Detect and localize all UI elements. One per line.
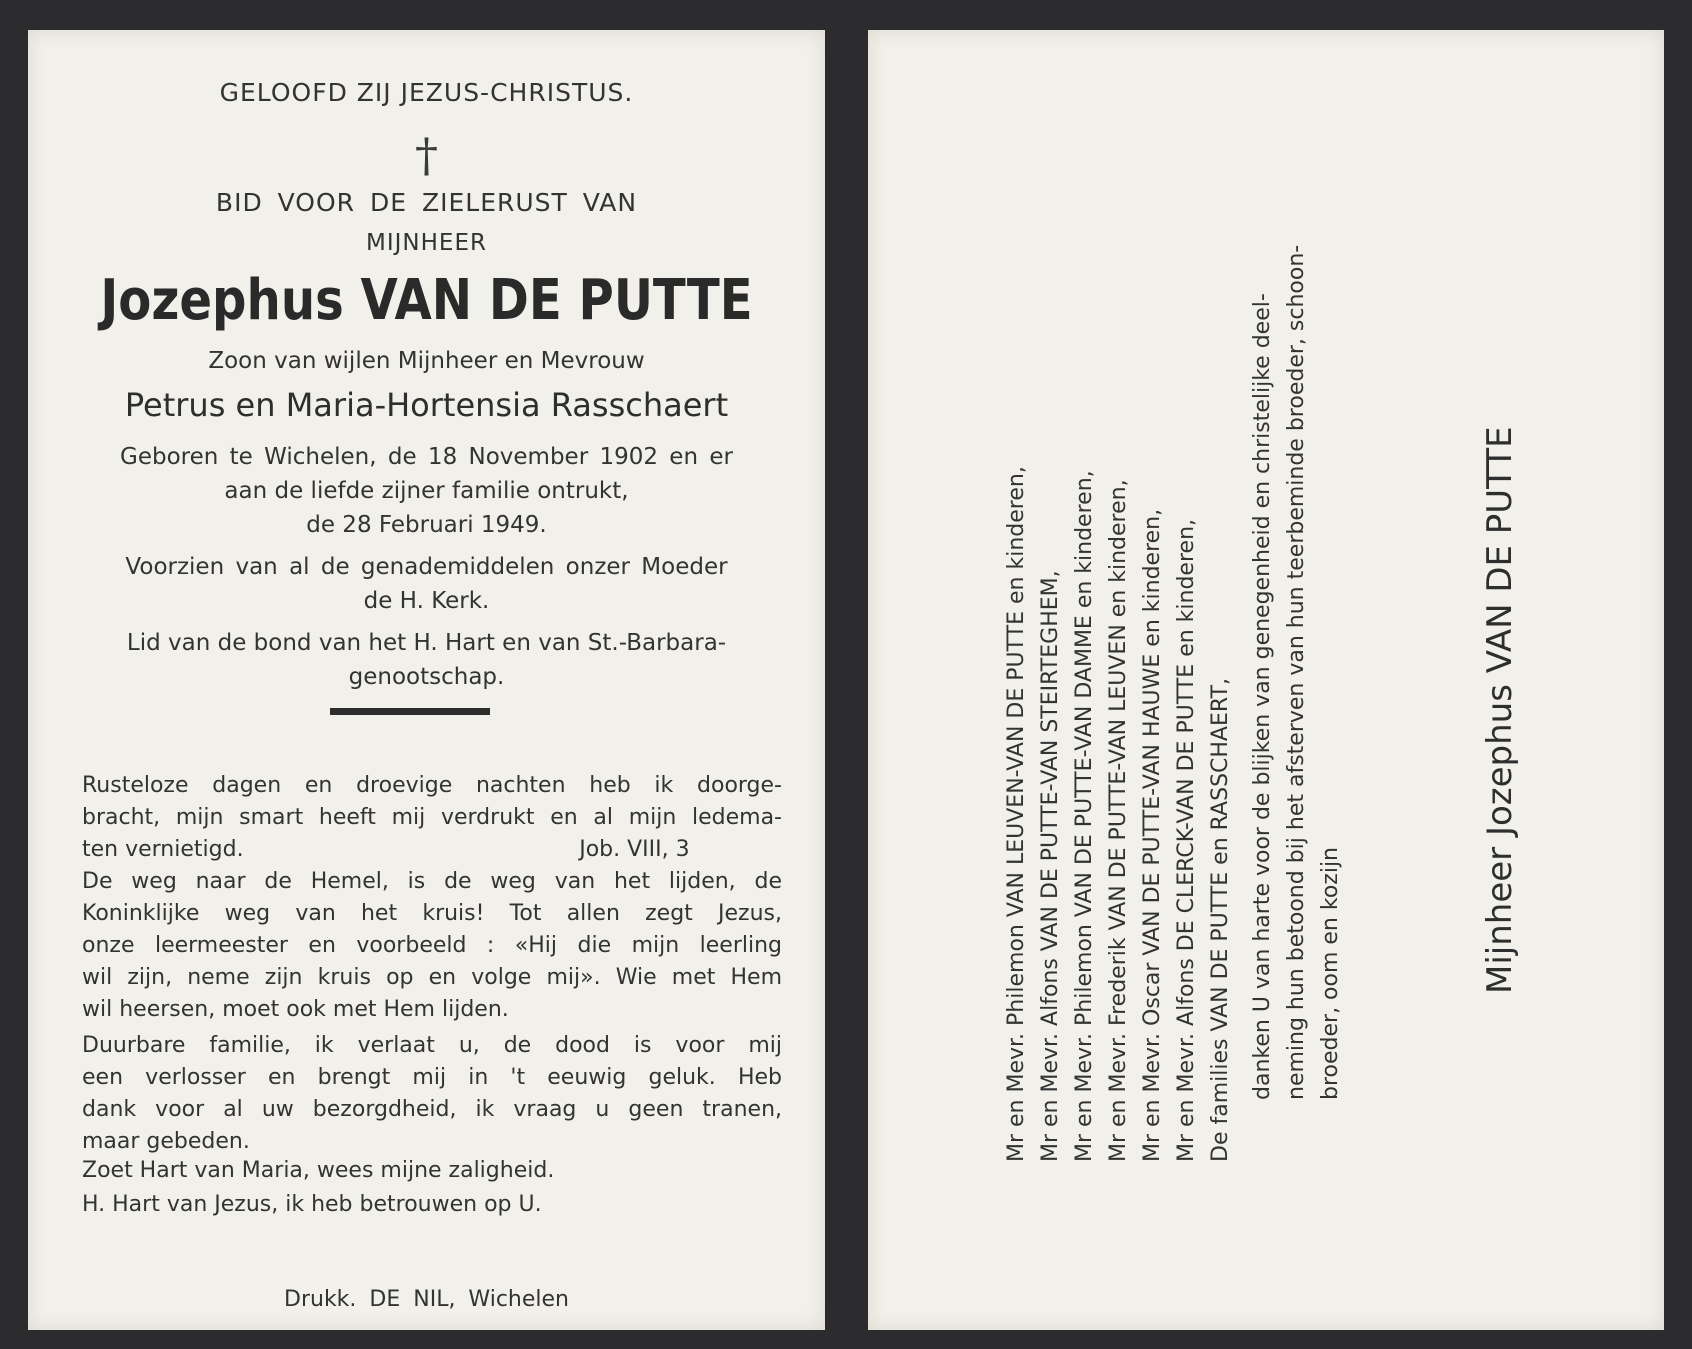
family-line: Mr en Mevr. Oscar VAN DE PUTTE-VAN HAUWE en kinderen, bbox=[1140, 508, 1165, 1162]
paragraph-line: dank voor al uw bezorgdheid, ik vraag u geen tranen, bbox=[82, 1097, 782, 1122]
family-line: Mr en Mevr. Philemon VAN LEUVEN-VAN DE PUTTE en kinderen, bbox=[1004, 466, 1029, 1162]
sacraments-line: Voorzien van al de genademiddelen onzer Moeder bbox=[125, 554, 728, 580]
family-line: Mr en Mevr. Alfons VAN DE PUTTE-VAN STEIRTEGHEM, bbox=[1038, 570, 1063, 1162]
prayer-request: BID VOOR DE ZIELERUST VAN bbox=[215, 188, 638, 217]
reflection-paragraph bbox=[82, 866, 782, 1026]
thanks-line: danken U van harte voor de blijken van genegenheid en christelijke deel- bbox=[1250, 293, 1275, 1100]
closing-prayer: Zoet Hart van Maria, wees mijne zaligheid. bbox=[82, 1158, 555, 1183]
sacraments-line: de H. Kerk. bbox=[363, 588, 490, 614]
paragraph-line: Duurbare familie, ik verlaat u, de dood is voor mij bbox=[82, 1033, 782, 1058]
heading: GELOOFD ZIJ JEZUS-CHRISTUS. bbox=[219, 78, 634, 107]
born-line: aan de liefde zijner familie ontrukt, bbox=[224, 478, 629, 504]
paragraph-line: ten vernietigd. Job. VIII, 3 bbox=[82, 837, 690, 862]
thanks-line: broeder, oom en kozijn bbox=[1318, 847, 1343, 1100]
paragraph-line: wil heersen, moet ook met Hem lijden. bbox=[82, 997, 509, 1022]
closing-prayer: H. Hart van Jezus, ik heb betrouwen op U. bbox=[82, 1192, 542, 1217]
born-line: Geboren te Wichelen, de 18 November 1902 en er bbox=[120, 444, 733, 470]
deceased-name: Jozephus VAN DE PUTTE bbox=[100, 268, 753, 333]
paragraph-line: bracht, mijn smart heeft mij verdrukt en al mijn ledema- bbox=[82, 805, 782, 830]
family-line: Mr en Mevr. Alfons DE CLERCK-VAN DE PUTTE en kinderen, bbox=[1174, 518, 1199, 1162]
paragraph-line: maar gebeden. bbox=[82, 1129, 250, 1154]
family-line: De families VAN DE PUTTE en RASSCHAERT, bbox=[1208, 678, 1233, 1162]
divider bbox=[330, 708, 490, 715]
memorial-card-back bbox=[868, 30, 1664, 1330]
membership-line: genootschap. bbox=[348, 664, 505, 690]
paragraph-line: De weg naar de Hemel, is de weg van het lijden, de bbox=[82, 869, 782, 894]
paragraph-line: Koninklijke weg van het kruis! Tot allen zegt Jezus, bbox=[82, 901, 782, 926]
thanks-line: neming hun betoond bij het afsterven van hun teerbeminde broeder, schoon- bbox=[1284, 244, 1309, 1100]
family-line: Mr en Mevr. Philemon VAN DE PUTTE-VAN DAMME en kinderen, bbox=[1072, 470, 1097, 1162]
cross-icon: † bbox=[415, 128, 438, 182]
honorific-title: MIJNHEER bbox=[366, 230, 487, 256]
son-of-line: Zoon van wijlen Mijnheer en Mevrouw bbox=[208, 348, 645, 374]
paragraph-line: wil zijn, neme zijn kruis op en volge mij». Wie met Hem bbox=[82, 965, 782, 990]
rotated-text-block bbox=[868, 30, 1664, 1330]
paragraph-line: Rusteloze dagen en droevige nachten heb ik doorge- bbox=[82, 773, 782, 798]
farewell-paragraph bbox=[82, 1030, 782, 1158]
parents-names: Petrus en Maria-Hortensia Rasschaert bbox=[124, 386, 729, 424]
death-date-line: de 28 Februari 1949. bbox=[306, 512, 547, 538]
printer-credit: Drukk. DE NIL, Wichelen bbox=[284, 1287, 569, 1312]
paragraph-line: een verlosser en brengt mij in 't eeuwig geluk. Heb bbox=[82, 1065, 782, 1090]
memorial-card-front bbox=[28, 30, 825, 1330]
membership-line: Lid van de bond van het H. Hart en van St.-Barbara- bbox=[126, 630, 727, 656]
deceased-name-back: Mijnheer Jozephus VAN DE PUTTE bbox=[1480, 426, 1520, 994]
family-line: Mr en Mevr. Frederik VAN DE PUTTE-VAN LEUVEN en kinderen, bbox=[1106, 479, 1131, 1162]
scripture-paragraph bbox=[82, 770, 782, 866]
paragraph-line: onze leermeester en voorbeeld : «Hij die mijn leerling bbox=[82, 933, 782, 958]
